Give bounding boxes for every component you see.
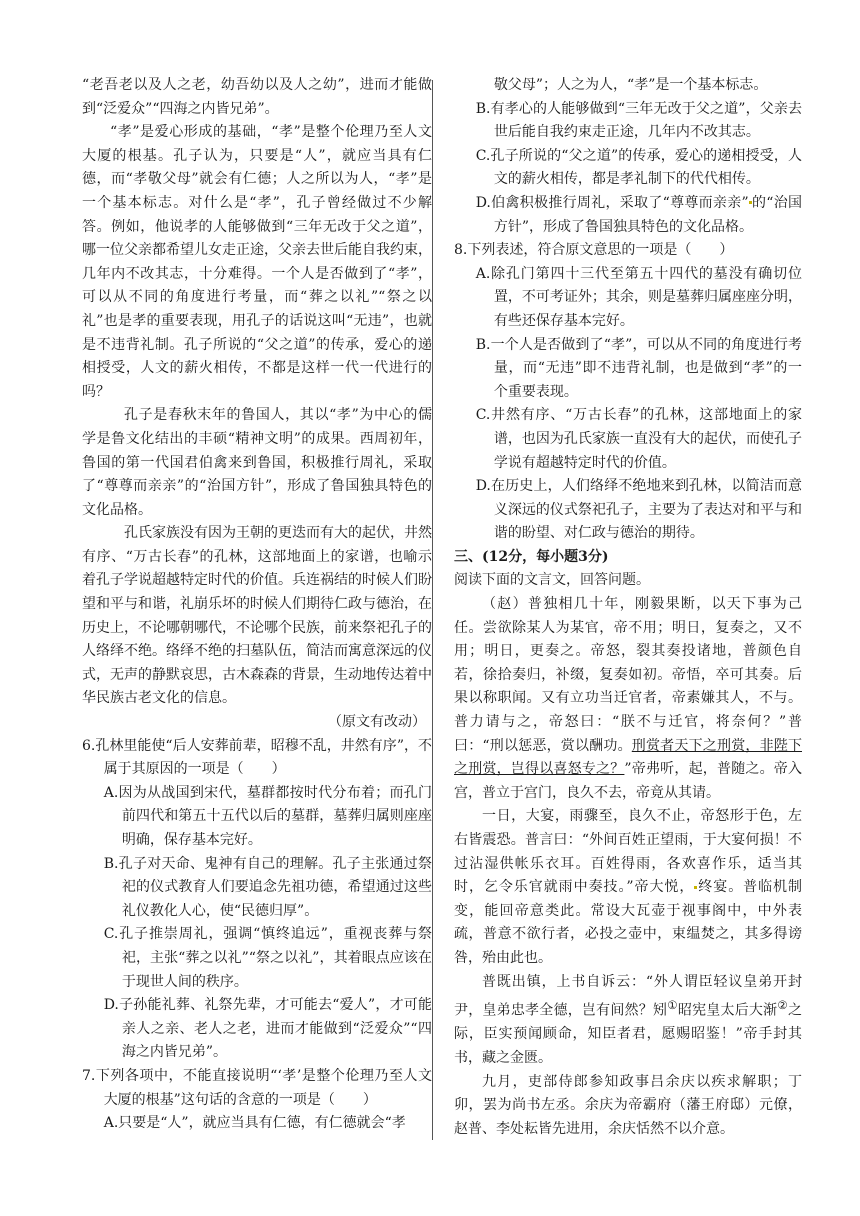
- left-column: [82, 74, 432, 1136]
- section-3-instruction: 阅读下面的文言文，回答问题。: [454, 572, 650, 589]
- question-7-option-b: B.有孝心的人能够做到“三年无改于父之道”，父亲去世后能自我约束走正途，几年内不改其志。: [475, 100, 802, 141]
- source-note: （原文有改动）: [328, 714, 426, 731]
- right-column: [454, 74, 802, 1141]
- classical-paragraph-1: [454, 593, 802, 805]
- question-8-option-b: B.一个人是否做到了“孝”，可以从不同的角度进行考量，而“无违”即不违背礼制，也是做到“孝”的一个重要表现。: [475, 336, 802, 400]
- question-8: 8.下列表述，符合原文意思的一项是（ ）: [454, 242, 734, 259]
- footnote-mark-2: ②: [777, 998, 789, 1013]
- classical-paragraph-3: [454, 971, 802, 1071]
- question-6: 6.孔林里能使“后人安葬前辈，昭穆不乱，井然有序”，不属于其原因的一项是（ ）: [82, 737, 432, 778]
- classical-text-3b: 昭宪皇太后大渐: [677, 1002, 778, 1019]
- classical-text-3a: 普既出镇，上书自诉云：“外人谓臣轻议皇弟开封尹，皇弟忠孝全德，岂有间然？矧: [454, 973, 802, 1019]
- classical-text-2a: 一日，大宴，雨骤至，良久不止，帝怒形于色，左右皆震恐。普言曰：“外间百姓正望雨，于大宴何损！不过沾湿供帐乐衣耳。百姓得雨，各欢喜作乐，适当其时，乞令乐官就雨中奏技。”帝大悦，: [454, 808, 802, 896]
- passage-paragraph-3: 孔氏家族没有因为王朝的更迭而有大的起伏，井然有序、“万古长春”的孔林，这部地面上的家谱，也喻示着孔子学说超越特定时代的价值。兵连祸结的时候人们盼望和平与和谐，礼崩乐坏的时候人们期待仁政与德治，在历史上，不论哪朝哪代，不论哪个民族，前来祭祀孔子的人络绎不绝。络绎不绝的扫墓队伍，简洁而寓意深远的仪式，无声的静默哀思，古木森森的背景，生动地传达着中华民族古老文化的信息。: [82, 525, 432, 707]
- passage-paragraph-1: “孝”是爱心形成的基础，“孝”是整个伦理乃至人文大厦的根基。孔子认为，只要是“人”，就应当具有仁德，而“孝敬父母”就会有仁德；人之所以为人，“孝”是一个基本标志。对什么是“孝”，孔子曾经做过不少解答。例如，他说孝的人能够做到“三年无改于父之道”，哪一位父亲都希望儿女走正途，父亲去世后能自我约束，几年内不改其志，十分难得。一个人是否做到了“孝”，可以从不同的角度进行考量，而“葬之以礼”“祭之以礼”也是孝的重要表现，用孔子的话说这叫“无违”，也就是不违背礼制。孔子所说的“父之道”的传承，爱心的递相授受，人文的薪火相传，不都是这样一代一代进行的吗？: [82, 124, 432, 400]
- passage-paragraph-2: 孔子是春秋末年的鲁国人，其以“孝”为中心的儒学是鲁文化结出的丰硕“精神文明”的成果。西周初年，鲁国的第一代国君伯禽来到鲁国，积极推行周礼，采取了“尊尊而亲亲”的“治国方针”，形成了鲁国独具特色的文化品格。: [82, 407, 432, 518]
- question-6-option-a: A.因为从战国到宋代，墓群都按时代分布着；而孔门前四代和第五十五代以后的墓群，墓葬归属则座座明确，保存基本完好。: [103, 784, 432, 848]
- classical-text-3c: 之际，臣实预闻顾命，知臣者君，愿赐昭鉴！”帝手封其书，藏之金匮。: [454, 1002, 803, 1066]
- question-8-option-c: C.井然有序、“万古长春”的孔林，这部地面上的家谱，也因为孔氏家族一直没有大的起伏，而使孔子学说有超越特定时代的价值。: [475, 407, 802, 471]
- question-6-option-d: D.子孙能礼葬、礼祭先辈，才可能去“爱人”，才可能亲人之亲、老人之老，进而才能做到“泛爱众”“四海之内皆兄弟”。: [103, 997, 432, 1061]
- column-divider: [432, 80, 433, 1140]
- question-6-option-c: C.孔子推崇周礼，强调“慎终追远”，重视丧葬与祭祀，主张“葬之以礼”“祭之以礼”，其着眼点应该在于现世人间的秩序。: [103, 926, 432, 990]
- classical-text-1a: （赵）普独相几十年，刚毅果断，以天下事为己任。尝欲除某人为某官，帝不用；明日，复奏之，又不用；明日，更奏之。帝怒，裂其奏投诸地，普颜色自若，徐拾奏归，补缀，复奏如初。帝悟，卒可其奏。后果以称职闻。又有立功当迁官者，帝素嫌其人，不与。普力请与之，帝怒曰：“朕不与迁官，将奈何？”普曰：“刑以惩恶，赏以酬功。: [454, 596, 802, 754]
- question-7-option-a-continued: 敬父母”；人之为人，“孝”是一个基本标志。: [493, 77, 768, 93]
- underlined-sentence: 刑赏者天下之刑赏，非陛下之刑赏，岂得以喜怒专之？: [454, 737, 802, 778]
- question-8-option-d: D.在历史上，人们络绎不绝地来到孔林，以简洁而意义深远的仪式祭祀孔子，主要为了表达对和平与和谐的盼望、对仁政与德治的期待。: [475, 478, 802, 542]
- question-7-option-d: [454, 192, 802, 239]
- option-d-text-1: D.伯禽积极推行周礼，采取了“尊尊而亲亲”: [475, 194, 749, 211]
- question-7-option-a: A.只要是“人”，就应当具有仁德，有仁德就会“孝: [103, 1115, 406, 1132]
- question-8-option-a: A.除孔门第四十三代至第五十四代的墓没有确切位置，不可考证外；其余，则是墓葬归属座座分明，有些还保存基本完好。: [475, 265, 802, 329]
- footnote-mark-1: ①: [667, 998, 678, 1013]
- question-6-option-b: B.孔子对天命、鬼神有自己的理解。孔子主张通过祭祀的仪式教育人们要追念先祖功德，希望通过这些礼仪教化人心，使“民德归厚”。: [103, 855, 432, 919]
- classical-text-1b: ”帝弗听，起，普随之。帝入宫，普立于宫门，良久不去，帝竟从其请。: [454, 761, 802, 801]
- option-d-text-2: 的“治国方针”，形成了鲁国独具特色的文化品格。: [493, 194, 802, 235]
- classical-paragraph-2: [454, 805, 802, 970]
- classical-text-2b: 终宴。普临机制变，能回帝意类此。常设大瓦壶于视事阁中，中外表疏，普意不欲行者，必投之壶中，束缊焚之，其多得谤咎，殆由此也。: [454, 879, 803, 966]
- classical-paragraph-4: 九月，吏部侍郎参知政事吕余庆以疾求解职；丁卯，罢为尚书左丞。余庆为帝霸府（藩王府邸）元僚，赵普、李处耘皆先进用，余庆恬然不以介意。: [454, 1073, 802, 1137]
- question-7-option-c: C.孔子所说的“父之道”的传承，爱心的递相授受，人文的薪火相传，都是孝礼制下的代代相传。: [475, 147, 802, 188]
- passage-paragraph-0: “老吾老以及人之老，幼吾幼以及人之幼”，进而才能做到“泛爱众”“四海之内皆兄弟”。: [82, 77, 432, 117]
- section-3-heading: 三、(12分，每小题3分): [454, 548, 609, 565]
- question-7: 7.下列各项中，不能直接说明“‘孝’是整个伦理乃至人文大厦的根基”这句话的含意的一项是（ ）: [82, 1067, 432, 1108]
